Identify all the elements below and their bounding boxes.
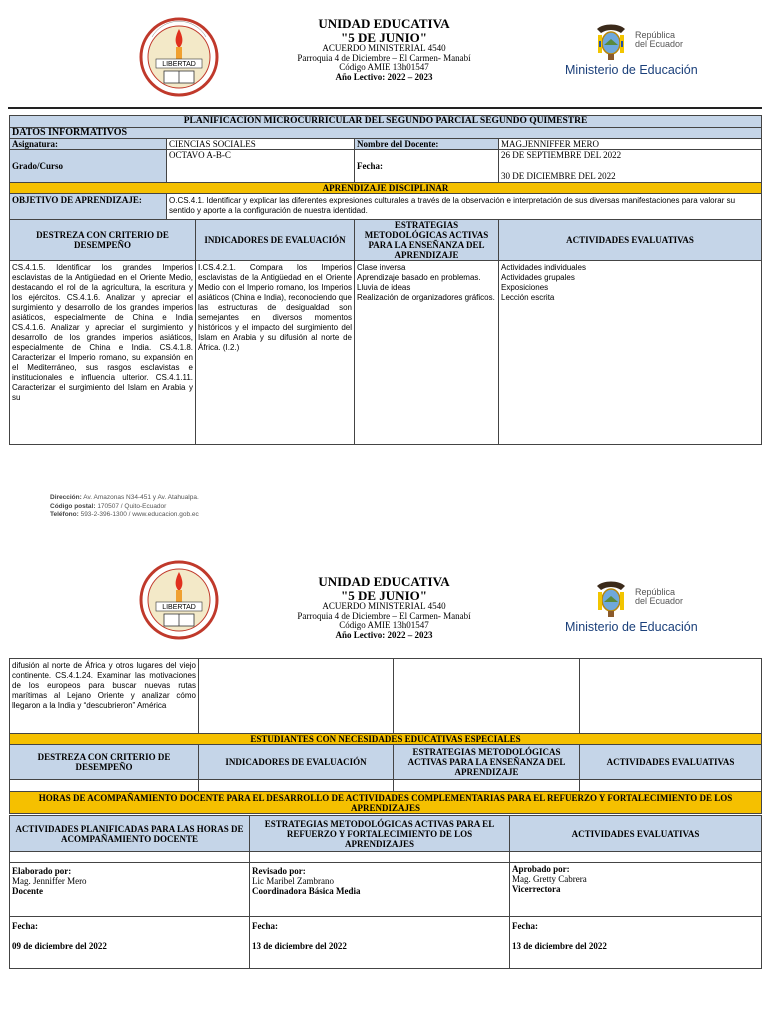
col-actividades-nee: ACTIVIDADES EVALUATIVAS [580,745,762,780]
asignatura-value: CIENCIAS SOCIALES [167,139,355,150]
plan-table-page2 [9,658,762,814]
estrategias-cell-cont [394,659,580,734]
agreement: ACUERDO MINISTERIAL 4540 [322,43,446,54]
ecuador-coat-of-arms-icon [595,23,627,61]
list-item: Lección escrita [501,293,555,302]
ministry-logo [565,23,725,78]
ministry-name: Ministerio de Educación [565,63,698,77]
col-indicadores: INDICADORES DE EVALUACIÓN [196,220,355,261]
indicador-cell-cont [199,659,394,734]
fecha-label: Fecha: [355,150,499,183]
revisado-cell: Revisado por: Lic Maribel Zambrano Coordinadora Básica Media [250,863,510,917]
fecha-cell-1: Fecha: 09 de diciembre del 2022 [10,917,250,969]
col-planificadas: ACTIVIDADES PLANIFICADAS PARA LAS HORAS DE ACOMPAÑAMIENTO DOCENTE [10,816,250,852]
objetivo-label: OBJETIVO DE APRENDIZAJE: [10,194,167,220]
parish: Parroquia 4 de Diciembre – El Carmen- Manabí [297,52,471,63]
col-actividades: ACTIVIDADES EVALUATIVAS [499,220,762,261]
ministry-logo: República del Ecuador Ministerio de Educación [565,580,725,635]
aprendizaje-title: APRENDIZAJE DISCIPLINAR [10,183,762,194]
actividades-cell-cont [580,659,762,734]
page-header-2 [0,558,768,643]
actividades-cell [499,261,762,445]
destreza-cell: CS.4.1.5. Identificar los grandes Imperios esclavistas de la Antigüedad en el Oriente Medio, destacando el rol de la agricultura, la escritura y los ejércitos. CS.4.1.6. Analizar y apreciar el surgimiento y desarrollo de los grandes imperios asiáticos, especialmente de China e India CS.4.1.6. Analizar y apreciar el surgimiento y desarrollo de los grandes imperios asiáticos, especialmente de China e India. CS.4.1.8. Caracterizar el Imperio romano, su expansión en el Mediterráneo, sus rasgos esclavistas e institucionales e influencia ulterior. CS.4.1.11. Caracterizar el surgimiento del Islam en Arabia y su [10,261,196,445]
school-info: UNIDAD EDUCATIVA "5 DE JUNIO" ACUERDO MINISTERIAL 4540 Parroquia 4 de Diciembre – El Carmen- Manabí Código AMIE 13h01547 Año Lectivo: 2022 – 2023 [297,574,471,640]
col-indicadores-nee: INDICADORES DE EVALUACIÓN [199,745,394,780]
grado-value: OCTAVO A-B-C [167,150,355,183]
list-item: Actividades grupales [501,273,575,282]
estrategias-cell [355,261,499,445]
ecuador-coat-of-arms-icon [595,580,627,618]
page-footer: Dirección: Av. Amazonas N34-451 y Av. Atahualpa. Código postal: 170507 / Quito-Ecuador Teléfono: 593-2-396-1300 / www.educacion.gob.ec [50,494,199,518]
seal-banner: LIBERTAD [162,604,196,611]
school-subname: "5 DE JUNIO" [341,29,427,45]
seal-banner: LIBERTAD [162,61,196,68]
col-destreza-nee: DESTREZA CON CRITERIO DE DESEMPEÑO [10,745,199,780]
school-name: UNIDAD EDUCATIVA [318,16,450,31]
col-actividades-refuerzo: ACTIVIDADES EVALUATIVAS [510,816,762,852]
amie-code: Código AMIE 13h01547 [339,62,429,73]
list-item: Aprendizaje basado en problemas. [357,273,481,282]
list-item: Realización de organizadores gráficos. [357,293,495,302]
aprobado-cell: Aprobado por: Mag. Gretty Cabrera Vicerrectora [510,863,762,917]
indicador-cell: I.CS.4.2.1. Compara los Imperios esclavistas de la Antigüedad en el Oriente Medio con el Imperio romano, los Imperios asiáticos (China e India), reconociendo que las estructuras de desigualdad son semejantes en diversos momentos históricos y el impacto del surgimiento del Islam en Arabia y su difusión al norte de África. (I.2.) [196,261,355,445]
elaborado-cell: Elaborado por: Mag. Jenniffer Mero Docente [10,863,250,917]
school-year: Año Lectivo: 2022 – 2023 [335,71,433,82]
list-item: Actividades individuales [501,263,586,272]
docente-value: MAG.JENNIFFER MERO [499,139,762,150]
list-item: Lluvia de ideas [357,283,411,292]
docente-label: Nombre del Docente: [355,139,499,150]
grado-label: Grado/Curso [10,150,167,183]
datos-label: DATOS INFORMATIVOS [10,128,762,139]
plan-title: PLANIFICACIÓN MICROCURRICULAR DEL SEGUNDO PARCIAL SEGUNDO QUIMESTRE [10,116,762,128]
fecha-cell-3: Fecha: 13 de diciembre del 2022 [510,917,762,969]
col-destreza: DESTREZA CON CRITERIO DE DESEMPEÑO [10,220,196,261]
asignatura-label: Asignatura: [10,139,167,150]
republic-label: República del Ecuador [635,30,684,50]
list-item: Clase inversa [357,263,406,272]
col-estrategias: ESTRATEGIAS METODOLÓGICAS ACTIVAS PARA LA ENSEÑANZA DEL APRENDIZAJE [355,220,499,261]
fecha-value: 26 DE SEPTIEMBRE DEL 2022 30 DE DICIEMBRE DEL 2022 [499,150,762,183]
col-estrategias-refuerzo: ESTRATEGIAS METODOLÓGICAS ACTIVAS PARA EL REFUERZO Y FORTALECIMIENTO DE LOS APRENDIZAJES [250,816,510,852]
objetivo-value: O.CS.4.1. Identificar y explicar las diferentes expresiones culturales a través de la observación e interpretación de sus diversas manifestaciones para valorar su sentido y aporte a la configuración de nuestra identidad. [167,194,762,220]
header-divider [8,107,762,109]
list-item: Exposiciones [501,283,549,292]
refuerzo-table [9,815,762,969]
page-header [0,15,768,100]
destreza-cell-cont: difusión al norte de África y otros lugares del viejo continente. CS.4.1.24. Examinar las motivaciones de los europeos para buscar nuevas rutas marítimas al Lejano Oriente y analizar cómo llegaron a la India y “descubrieron” América [10,659,199,734]
fecha-cell-2: Fecha: 13 de diciembre del 2022 [250,917,510,969]
plan-table-page1 [9,115,762,445]
col-estrategias-nee: ESTRATEGIAS METODOLÓGICAS ACTIVAS PARA LA ENSEÑANZA DEL APRENDIZAJE [394,745,580,780]
horas-title: HORAS DE ACOMPAÑAMIENTO DOCENTE PARA EL DESARROLLO DE ACTIVIDADES COMPLEMENTARIAS PARA EL REFUERZO Y FORTALECIMIENTO DE LOS APRENDIZAJES [10,792,762,814]
nee-title: ESTUDIANTES CON NECESIDADES EDUCATIVAS ESPECIALES [10,734,762,745]
